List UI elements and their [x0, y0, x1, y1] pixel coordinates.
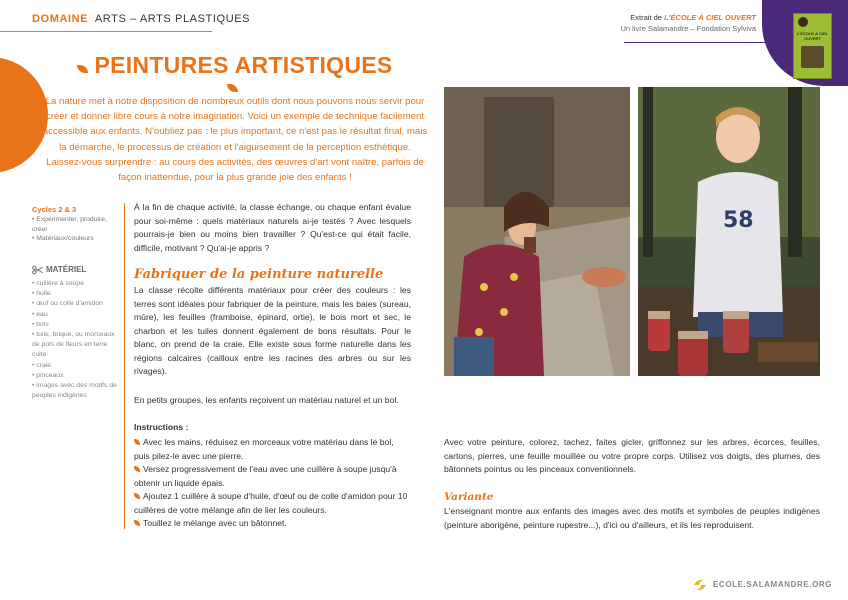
book-cover-title: L'ÉCOLE À CIEL OUVERT [796, 31, 829, 41]
extract-credit [621, 12, 756, 34]
instructions-list [134, 436, 411, 531]
list-item: • Expérimenter, produire, créer [32, 216, 107, 233]
domain-label [32, 13, 250, 25]
book-title: L'ÉCOLE À CIEL OUVERT [664, 13, 756, 22]
instruction-step: Avec les mains, réduisez en morceaux votre matériau dans le bol, puis pilez-le avec une pierre. [134, 437, 394, 461]
book-cover [793, 13, 832, 79]
list-item: • œuf ou colle d'amidon [32, 300, 103, 308]
list-item: • tuile, brique, ou morceaux de pots de fleurs en terre cuite [32, 331, 115, 359]
leaf-bullet-icon [134, 439, 140, 445]
list-item: • bols [32, 320, 49, 328]
instruction-step: Touillez le mélange avec un bâtonnet. [134, 517, 411, 531]
variante-heading: Variante [444, 491, 494, 503]
list-item: • images avec des motifs de peuples indigènes [32, 382, 117, 400]
leaf-bullet-icon [134, 466, 140, 472]
leaf-bullet-icon [134, 493, 140, 499]
list-item: • pinceaux [32, 371, 64, 379]
salamandre-logo-icon [692, 578, 708, 592]
cycles-list [32, 215, 122, 244]
domain-value: ARTS – ARTS PLASTIQUES [94, 13, 251, 25]
book-cover-image [801, 46, 824, 68]
leaf-icon [77, 65, 88, 73]
salamandre-logo [798, 17, 808, 27]
materiel-list [32, 279, 122, 401]
extract-prefix: Extrait de [630, 13, 662, 22]
materiel-heading-label: MATÉRIEL [46, 265, 87, 275]
variante-paragraph: L'enseignant montre aux enfants des images avec des motifs et symboles de peuples indigènes (peinture aborigène, peinture rupestre...), d'ici ou d'ailleurs, et ils les reproduisent. [444, 506, 820, 530]
sidebar-divider [124, 203, 125, 529]
page-title: PEINTURES ARTISTIQUES [94, 52, 393, 78]
scissors-icon [32, 265, 43, 275]
materiel-heading [32, 265, 86, 275]
leaf-icon [227, 84, 238, 92]
photo-girl-painting [444, 87, 630, 376]
groups-paragraph: En petits groupes, les enfants reçoivent un matériau naturel et un bol. [134, 395, 399, 405]
intro-text: La nature met à notre disposition de nombreux outils dont nous pouvons nous servir pour créer et donner libre cours à notre imagination. Voici un exemple de technique facilement accessible aux enfants. N'oubliez pas : le plus important, ce n'est pas le résultat final, mais la démarche, le processus de création et l'aiguisement de la perception esthétique. Laissez-vous surprendre : au cours des activités, des œuvres d'art vont naître, parfois de façon inattendue, pour la plus grande joie des enfants ! [42, 96, 428, 184]
instructions-heading: Instructions : [134, 422, 189, 432]
list-item: • craie [32, 361, 52, 369]
cycles-heading: Cycles 2 & 3 [32, 205, 77, 214]
instruction-step: Versez progressivement de l'eau avec une cuillère à soupe jusqu'à obtenir un liquide épais. [134, 464, 397, 488]
domain-key: DOMAINE [32, 13, 89, 25]
materials-paragraph: La classe récolte différents matériaux pour créer des couleurs : les terres sont idéales pour fabriquer de la peinture, mais les baies (sureau, mûre), les feuilles (framboise, épinard, ortie), le bois mort et sec, le charbon et les tuiles donnent également de bons résultats. Pour le blanc, on prend de la craie. Elle existe sous forme naturelle dans les régions calcaires (cailloux entre les racines des arbres ou sur les rivages). [134, 285, 411, 376]
usage-paragraph: Avec votre peinture, colorez, tachez, faites gicler, griffonnez sur les arbres, écorces, feuilles, cartons, pierres, une feuille mouillée ou votre propre corps. Utilisez vos doigts, des plumes, des bâtonnets pointus ou les pinceaux conventionnels. [444, 437, 820, 474]
reflection-paragraph: À la fin de chaque activité, la classe échange, ou chaque enfant évalue pour soi-même : quels matériaux naturels ai-je testés ? Avec lesquels pourrais-je bien ou moins bien travailler ? Qu'est-ce qui était facile, difficile, motivant ? Qu'ai-je appris ? [134, 202, 411, 253]
extract-rule [624, 42, 774, 43]
list-item: • Matériaux/couleurs [32, 235, 94, 242]
list-item: • huile [32, 290, 51, 298]
title-block [62, 52, 402, 97]
list-item: • cuillère à soupe [32, 280, 84, 287]
header-rule [0, 31, 212, 32]
footer-url: ECOLE.SALAMANDRE.ORG [713, 580, 833, 589]
svg-text:58: 58 [723, 208, 754, 233]
publisher-line: Un livre Salamandre – Fondation Sylviva [620, 24, 756, 33]
list-item: • eau [32, 310, 48, 318]
section-heading: Fabriquer de la peinture naturelle [134, 267, 384, 282]
instruction-step: Ajoutez 1 cuillère à soupe d'huile, d'œuf ou de colle d'amidon pour 10 cuillères de votre mélange afin de lier les couleurs. [134, 491, 408, 515]
leaf-bullet-icon [134, 520, 140, 526]
photo-boy-jars [638, 87, 820, 376]
